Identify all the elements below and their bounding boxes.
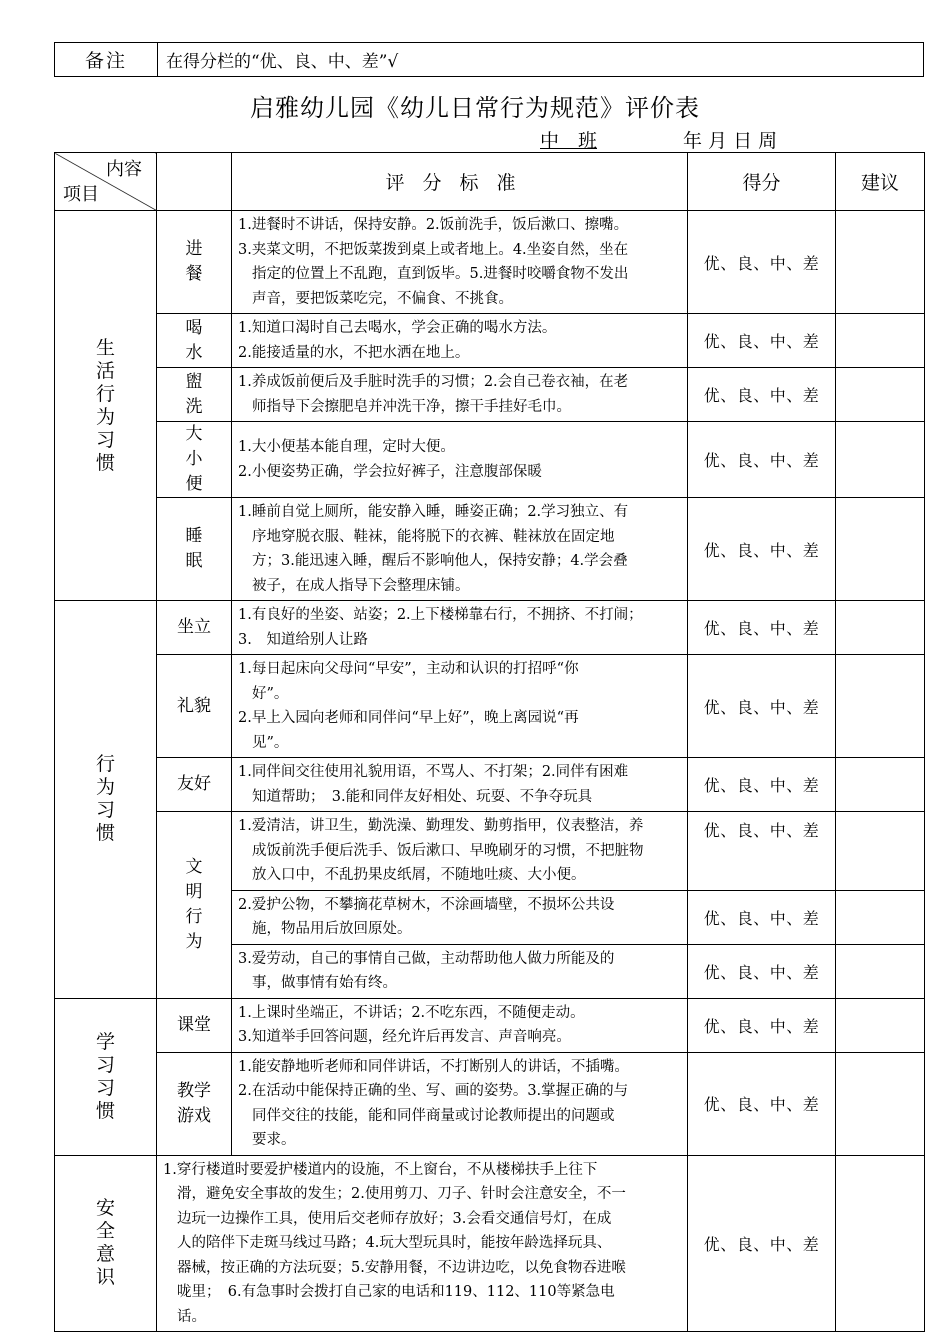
item-cell: [157, 812, 232, 999]
standard-cell: [232, 314, 688, 368]
standard-line: 人的陪伴下走斑马线过马路；4.玩大型玩具时，能按年龄选择玩具、: [177, 1235, 612, 1251]
char: 习: [95, 1053, 115, 1076]
category-cell: [55, 211, 157, 601]
standard-cell: [232, 422, 688, 498]
char: 意: [95, 1243, 115, 1266]
char: 习: [95, 1076, 115, 1099]
standard-line: 1.养成饭前便后及手脏时洗手的习惯；2.会自己卷衣袖，在老: [238, 374, 629, 390]
standard-line: 见”。: [252, 734, 289, 751]
standard-line: 1.大小便基本能自理，定时大便。: [238, 439, 455, 455]
score-options[interactable]: 优、良、中、差: [688, 211, 836, 314]
standard-cell: [232, 812, 688, 891]
char: 进: [185, 239, 203, 259]
score-options[interactable]: 优、良、中、差: [688, 944, 836, 998]
standard-line: 1.能安静地听老师和同伴讲话，不打断别人的讲话，不插嘴。: [238, 1058, 629, 1075]
header-row: [55, 153, 925, 211]
item-cell: [157, 655, 232, 758]
standard-line: 2.能接适量的水，不把水洒在地上。: [238, 344, 470, 361]
category-cell: [55, 998, 157, 1155]
table-row: [55, 601, 925, 655]
char: 学: [95, 1030, 115, 1053]
table-row: [55, 1155, 925, 1332]
item-name: 游戏: [177, 1105, 211, 1126]
char: 惯: [95, 451, 115, 474]
table-row: [55, 998, 925, 1052]
suggestion-cell[interactable]: [836, 422, 925, 498]
standard-cell: [232, 655, 688, 758]
header-score: 得分: [688, 153, 836, 211]
char: 生: [95, 336, 115, 359]
standard-line: 话。: [177, 1308, 206, 1325]
standard-line: 1.睡前自觉上厕所，能安静入睡，睡姿正确；2.学习独立、有: [238, 504, 629, 520]
char: 眠: [185, 551, 203, 571]
item-name: 坐立: [177, 617, 211, 637]
standard-cell: [232, 1052, 688, 1155]
char: 行: [185, 906, 203, 927]
item-cell: [157, 1052, 232, 1155]
standard-cell: [232, 211, 688, 314]
char: 行: [95, 382, 115, 405]
char: 惯: [95, 822, 115, 845]
standard-line: 被子，在成人指导下会整理床铺。: [252, 577, 470, 594]
suggestion-cell[interactable]: [836, 758, 925, 812]
item-cell: [157, 314, 232, 368]
standard-line: 3. 知道给别人让路: [238, 631, 368, 648]
standard-line: 3.夹菜文明，不把饭菜拨到桌上或者地上。4.坐姿自然，坐在: [238, 241, 629, 258]
score-options[interactable]: 优、良、中、差: [688, 314, 836, 368]
evaluation-table: [54, 152, 925, 1332]
char: 明: [185, 881, 203, 902]
table-row: [55, 211, 925, 314]
standard-cell: [157, 1155, 688, 1332]
item-cell: [157, 211, 232, 314]
char: 识: [95, 1266, 115, 1289]
document-title: 启雅幼儿园《幼儿日常行为规范》评价表: [250, 94, 700, 122]
suggestion-cell[interactable]: [836, 812, 925, 891]
char: 喝: [185, 317, 203, 338]
standard-line: 声音，要把饭菜吃完，不偏食、不挑食。: [252, 290, 513, 307]
standard-line: 1.进餐时不讲话，保持安静。2.饭前洗手，饭后漱口、擦嘴。: [238, 217, 629, 233]
standard-line: 方；3.能迅速入睡，醒后不影响他人，保持安静；4.学会叠: [252, 553, 628, 569]
item-cell: [157, 601, 232, 655]
remark-table: [54, 42, 924, 77]
class-date-line: [540, 126, 777, 153]
standard-line: 好”。: [252, 685, 289, 702]
suggestion-cell[interactable]: [836, 314, 925, 368]
standard-line: 1.同伴间交往使用礼貌用语，不骂人、不打架；2.同伴有困难: [238, 764, 629, 780]
standard-line: 施，物品用后放回原处。: [252, 921, 412, 937]
standard-line: 3.知道举手回答问题，经允许后再发言、声音响亮。: [238, 1029, 571, 1045]
table-row: [55, 314, 925, 368]
score-options[interactable]: 优、良、中、差: [688, 601, 836, 655]
standard-line: 2.早上入园向老师和同伴问“早上好”，晚上离园说“再: [238, 710, 579, 726]
item-cell: [157, 498, 232, 601]
suggestion-cell[interactable]: [836, 1155, 925, 1332]
table-row: [55, 758, 925, 812]
standard-line: 1.穿行楼道时要爱护楼道内的设施，不上窗台，不从楼梯扶手上往下: [163, 1161, 598, 1178]
char: 习: [95, 428, 115, 451]
char: 大: [185, 424, 203, 444]
standard-cell: [232, 368, 688, 422]
score-options[interactable]: 优、良、中、差: [688, 890, 836, 944]
header-standard: 评分标准: [232, 153, 688, 211]
table-row: [55, 368, 925, 422]
standard-cell: [232, 758, 688, 812]
table-row: [55, 498, 925, 601]
char: 水: [185, 342, 203, 363]
standard-line: 成饭前洗手便后洗手、饭后漱口、早晚刷牙的习惯，不把脏物: [252, 842, 644, 859]
char: 洗: [185, 396, 203, 417]
char: 文: [185, 856, 203, 877]
table-row: [55, 1052, 925, 1155]
item-cell: [157, 998, 232, 1052]
header-blank-cell: [157, 153, 232, 211]
item-cell: [157, 758, 232, 812]
standard-line: 事，做事情有始有终。: [252, 975, 397, 991]
suggestion-cell[interactable]: [836, 944, 925, 998]
standard-line: 咙里； 6.有急事时会拨打自己家的电话和119、112、110等紧急电: [177, 1284, 615, 1300]
item-name: 友好: [177, 774, 211, 794]
char: 为: [95, 776, 115, 799]
standard-line: 1.每日起床向父母问“早安”，主动和认识的打招呼“你: [238, 661, 579, 677]
suggestion-cell[interactable]: [836, 368, 925, 422]
suggestion-cell[interactable]: [836, 211, 925, 314]
category-cell: [55, 601, 157, 999]
standard-line: 序地穿脱衣服、鞋袜，能将脱下的衣裤、鞋袜放在固定地: [252, 528, 615, 545]
standard-line: 2.在活动中能保持正确的坐、写、画的姿势。3.掌握正确的与: [238, 1083, 629, 1099]
header-item-label: 项目: [63, 184, 99, 205]
score-options[interactable]: 优、良、中、差: [688, 998, 836, 1052]
standard-line: 3.爱劳动，自己的事情自己做，主动帮助他人做力所能及的: [238, 950, 615, 967]
suggestion-cell[interactable]: [836, 998, 925, 1052]
standard-cell: [232, 890, 688, 944]
char: 小: [185, 449, 203, 469]
header-suggestion: 建议: [836, 153, 925, 211]
table-row: [55, 422, 925, 498]
table-row: [55, 812, 925, 891]
suggestion-cell[interactable]: [836, 1052, 925, 1155]
standard-cell: [232, 998, 688, 1052]
score-options[interactable]: 优、良、中、差: [688, 1155, 836, 1332]
standard-line: 边玩一边操作工具，使用后交老师存放好；3.会看交通信号灯，在成: [177, 1210, 612, 1227]
suggestion-cell[interactable]: [836, 655, 925, 758]
standard-line: 1.爱清洁，讲卫生，勤洗澡、勤理发、勤剪指甲，仪表整洁，养: [238, 818, 644, 834]
category-cell: [55, 1155, 157, 1332]
score-options[interactable]: 优、良、中、差: [688, 368, 836, 422]
score-options[interactable]: 优、良、中、差: [688, 812, 836, 891]
char: 行: [95, 753, 115, 776]
score-options[interactable]: 优、良、中、差: [688, 498, 836, 601]
score-options[interactable]: 优、良、中、差: [688, 758, 836, 812]
standard-line: 2.爱护公物，不攀摘花草树木，不涂画墙壁，不损坏公共设: [238, 896, 615, 913]
standard-line: 1.知道口渴时自己去喝水，学会正确的喝水方法。: [238, 320, 557, 336]
item-cell: [157, 368, 232, 422]
standard-line: 滑，避免安全事故的发生；2.使用剪刀、刀子、针时会注意安全，不一: [177, 1186, 626, 1202]
char: 餐: [185, 264, 203, 284]
remark-text: 在得分栏的“优、良、中、差”√: [158, 43, 924, 77]
standard-cell: [232, 498, 688, 601]
char: 便: [185, 474, 203, 494]
standard-line: 2.小便姿势正确，学会拉好裤子，注意腹部保暖: [238, 463, 542, 480]
suggestion-cell[interactable]: [836, 890, 925, 944]
date-label: 年 月 日 周: [683, 130, 778, 152]
standard-line: 放入口中，不乱扔果皮纸屑，不随地吐痰、大小便。: [252, 867, 586, 883]
header-diagonal-cell: [55, 153, 157, 211]
item-cell: [157, 422, 232, 498]
standard-line: 1.上课时坐端正，不讲话；2.不吃东西，不随便走动。: [238, 1004, 585, 1021]
score-options[interactable]: 优、良、中、差: [688, 655, 836, 758]
header-content-label: 内容: [106, 159, 142, 180]
table-row: [55, 655, 925, 758]
standard-line: 师指导下会擦肥皂并冲洗干净，擦干手挂好毛巾。: [252, 398, 571, 415]
class-name: 中 班: [540, 130, 598, 152]
char: 全: [95, 1220, 115, 1243]
standard-line: 同伴交往的技能，能和同伴商量或讨论教师提出的问题或: [252, 1107, 615, 1124]
remark-label: 备注: [55, 43, 158, 77]
standard-line: 1.有良好的坐姿、站姿；2.上下楼梯靠右行，不拥挤、不打闹；: [238, 607, 643, 623]
standard-line: 知道帮助； 3.能和同伴友好相处、玩耍、不争夺玩具: [252, 788, 593, 805]
suggestion-cell[interactable]: [836, 498, 925, 601]
item-name: 教学: [177, 1080, 211, 1101]
char: 盥: [185, 371, 203, 392]
char: 睡: [185, 526, 203, 546]
item-name: 课堂: [177, 1014, 211, 1035]
score-options[interactable]: 优、良、中、差: [688, 1052, 836, 1155]
standard-line: 器械，按正确的方法玩耍；5.安静用餐，不边讲边吃，以免食物吞进喉: [177, 1259, 626, 1276]
char: 安: [95, 1197, 115, 1220]
score-options[interactable]: 优、良、中、差: [688, 422, 836, 498]
char: 习: [95, 799, 115, 822]
standard-cell: [232, 944, 688, 998]
standard-cell: [232, 601, 688, 655]
standard-line: 要求。: [252, 1132, 296, 1148]
suggestion-cell[interactable]: [836, 601, 925, 655]
char: 为: [185, 931, 203, 952]
char: 惯: [95, 1099, 115, 1122]
char: 为: [95, 405, 115, 428]
item-name: 礼貌: [177, 695, 211, 716]
standard-line: 指定的位置上不乱跑，直到饭毕。5.进餐时咬嚼食物不发出: [252, 266, 629, 282]
char: 活: [95, 359, 115, 382]
